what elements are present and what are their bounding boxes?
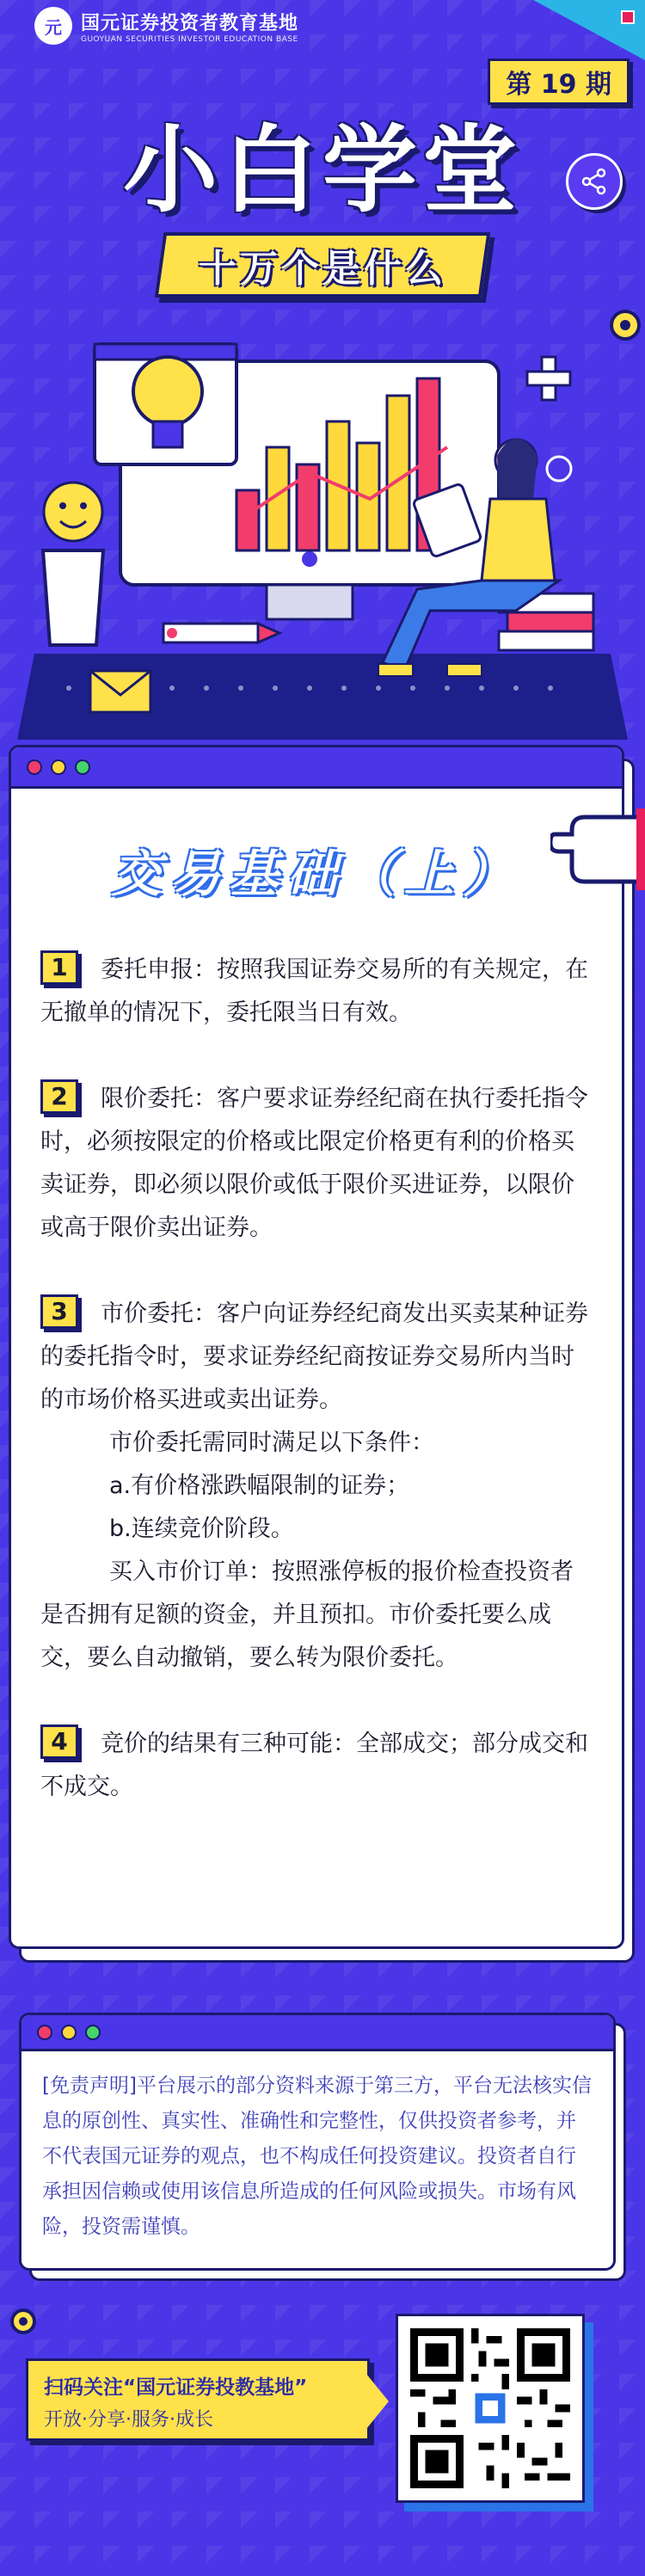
disclaimer-card — [19, 2013, 616, 2271]
content-list — [11, 906, 622, 1809]
window-close-dot-icon — [37, 2025, 52, 2040]
brand-logo — [34, 7, 298, 45]
item-text: 市价委托：客户向证券经纪商发出买卖某种证券的委托指令时，要求证券经纪商按证券交易所内当时的市场价格买进或卖出证券。 — [40, 1300, 588, 1413]
page-title: 小白学堂 — [123, 115, 522, 225]
qr-code-icon — [410, 2328, 570, 2488]
card-title: 交易基础（上） — [111, 845, 521, 903]
pencil-icon — [163, 624, 280, 642]
list-item — [40, 1293, 593, 1680]
item-text: 竞价的结果有三种可能：全部成交；部分成交和不成交。 — [40, 1731, 588, 1800]
window-minimize-dot-icon — [61, 2025, 77, 2040]
window-minimize-dot-icon — [51, 759, 66, 775]
subtitle-banner — [155, 232, 491, 298]
item-extra-text: 买入市价订单：按照涨停板的报价检查投资者是否拥有足额的资金，并且预扣。市价委托要么成交，要么自动撤销，要么转为限价委托。 — [40, 1559, 574, 1671]
item-condition-b: b.连续竞价阶段。 — [109, 1515, 294, 1542]
ring-icon — [547, 457, 571, 481]
envelope-icon — [90, 671, 150, 712]
share-icon — [580, 167, 609, 196]
window-title-bar — [22, 2015, 613, 2051]
item-number-badge: 3 — [40, 1294, 78, 1329]
corner-decoration — [533, 0, 645, 60]
brand-logo-icon: 元 — [34, 7, 72, 45]
subtitle-text: 十万个是什么 — [199, 247, 446, 291]
item-number-badge: 2 — [40, 1079, 78, 1114]
item-condition-a: a.有价格涨跌幅限制的证券； — [109, 1472, 410, 1499]
content-card — [9, 745, 624, 1949]
pointing-hand-icon — [550, 800, 645, 895]
item-text: 限价委托：客户要求证券经纪商在执行委托指令时，必须按限定的价格或比限定价格更有利的价格买卖证券，即必须以限价或低于限价买进证券，以限价或高于限价卖出证券。 — [40, 1085, 588, 1241]
smiley-icon — [44, 483, 102, 541]
issue-badge: 第 19 期 — [488, 58, 630, 105]
list-item — [40, 949, 593, 1035]
ring-icon — [9, 2307, 38, 2336]
brand-name-en: GUOYUAN SECURITIES INVESTOR EDUCATION BASE — [81, 34, 298, 44]
window-maximize-dot-icon — [85, 2025, 101, 2040]
qr-code[interactable] — [396, 2314, 585, 2503]
item-text: 委托申报：按照我国证券交易所的有关规定，在无撤单的情况下，委托限当日有效。 — [40, 956, 588, 1026]
window-title-bar — [11, 747, 622, 789]
list-item — [40, 1078, 593, 1250]
item-number-badge: 4 — [40, 1725, 78, 1759]
item-number-badge: 1 — [40, 950, 78, 985]
item-condition-intro: 市价委托需同时满足以下条件： — [109, 1429, 434, 1456]
brand-name: 国元证券投资者教育基地 — [81, 12, 299, 34]
disclaimer-text: [免责声明]平台展示的部分资料来源于第三方，平台无法核实信息的原创性、真实性、准确性和完整性，仅供投资者参考，并不代表国元证券的观点，也不构成任何投资建议。投资者自行承担因信赖或使用该信息所造成的任何风险或损失。市场有风险，投资需谨慎。 — [42, 2075, 592, 2238]
window-close-dot-icon — [27, 759, 42, 775]
follow-slogan: 开放·分享·服务·成长 — [44, 2409, 213, 2431]
follow-arrow-icon — [366, 2374, 389, 2429]
cup-icon — [43, 550, 103, 645]
list-item — [40, 1723, 593, 1809]
follow-title: 扫码关注“国元证券投教基地” — [44, 2376, 308, 2399]
lightbulb-window-icon — [95, 344, 236, 464]
window-maximize-dot-icon — [75, 759, 90, 775]
hero-illustration — [0, 292, 645, 740]
share-button[interactable] — [566, 153, 623, 210]
corner-square-icon — [621, 10, 635, 24]
follow-banner — [26, 2358, 370, 2441]
plus-icon — [527, 357, 570, 400]
